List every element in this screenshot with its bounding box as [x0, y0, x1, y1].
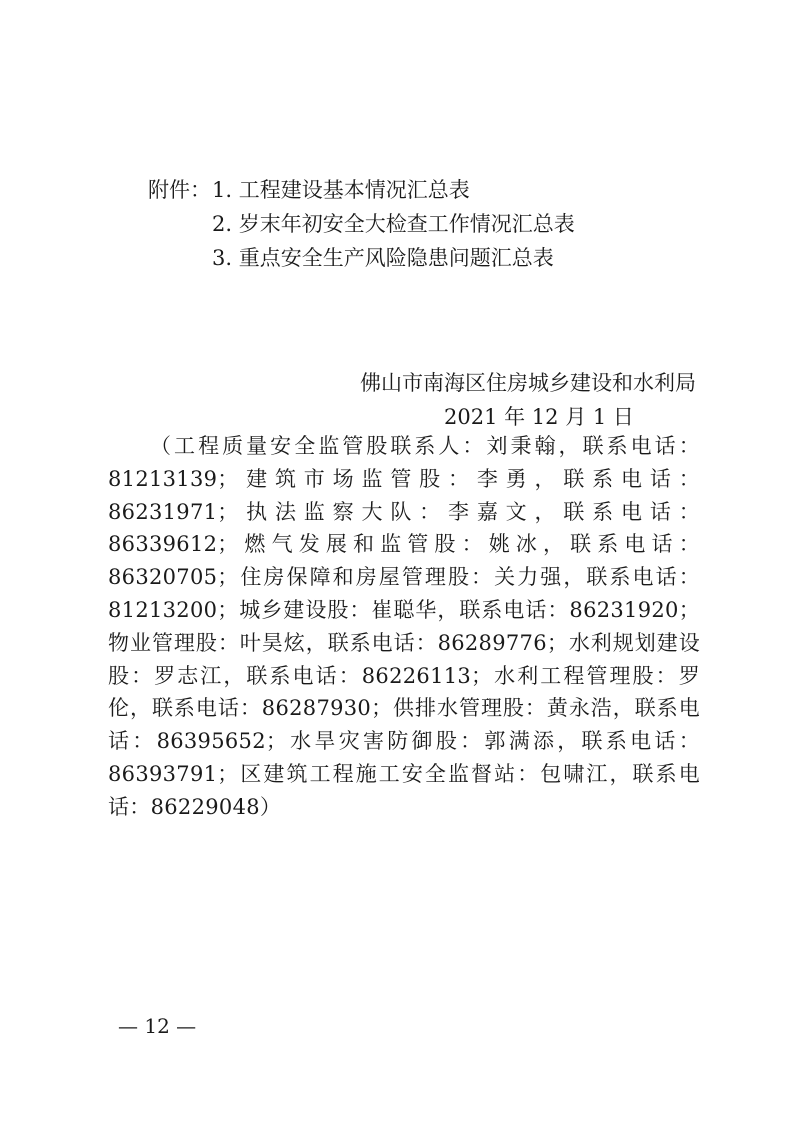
attachment-item-1: 1. 工程建设基本情况汇总表 [212, 178, 470, 202]
attachment-item-3: 3. 重点安全生产风险隐患问题汇总表 [212, 246, 554, 270]
attachments-label: 附件： [148, 178, 211, 202]
attachment-item-2: 2. 岁末年初安全大检查工作情况汇总表 [212, 212, 575, 236]
contact-note: （工程质量安全监管股联系人：刘秉翰，联系电话：81213139；建筑市场监管股：李勇，联系电话：86231971；执法监察大队：李嘉文，联系电话：86339612；燃气发展和监管股：姚冰，联系电话：86320705；住房保障和房屋管理股：关力强，联系电话：81213200；城乡建设股：崔聪华，联系电话：86231920；物业管理股：叶昊炫，联系电话：86289776；水利规划建设股：罗志江，联系电话：86226113；水利工程管理股：罗伦，联系电话：86287930；供排水管理股：黄永浩，联系电话：86395652；水旱灾害防御股：郭满添，联系电话：86393791；区建筑工程施工安全监督站：包啸江，联系电话：86229048） [108, 434, 700, 819]
issue-date: 2021 年 12 月 1 日 [444, 405, 634, 429]
issuing-organization: 佛山市南海区住房城乡建设和水利局 [360, 371, 696, 395]
page-number: — 12 — [118, 1014, 197, 1038]
